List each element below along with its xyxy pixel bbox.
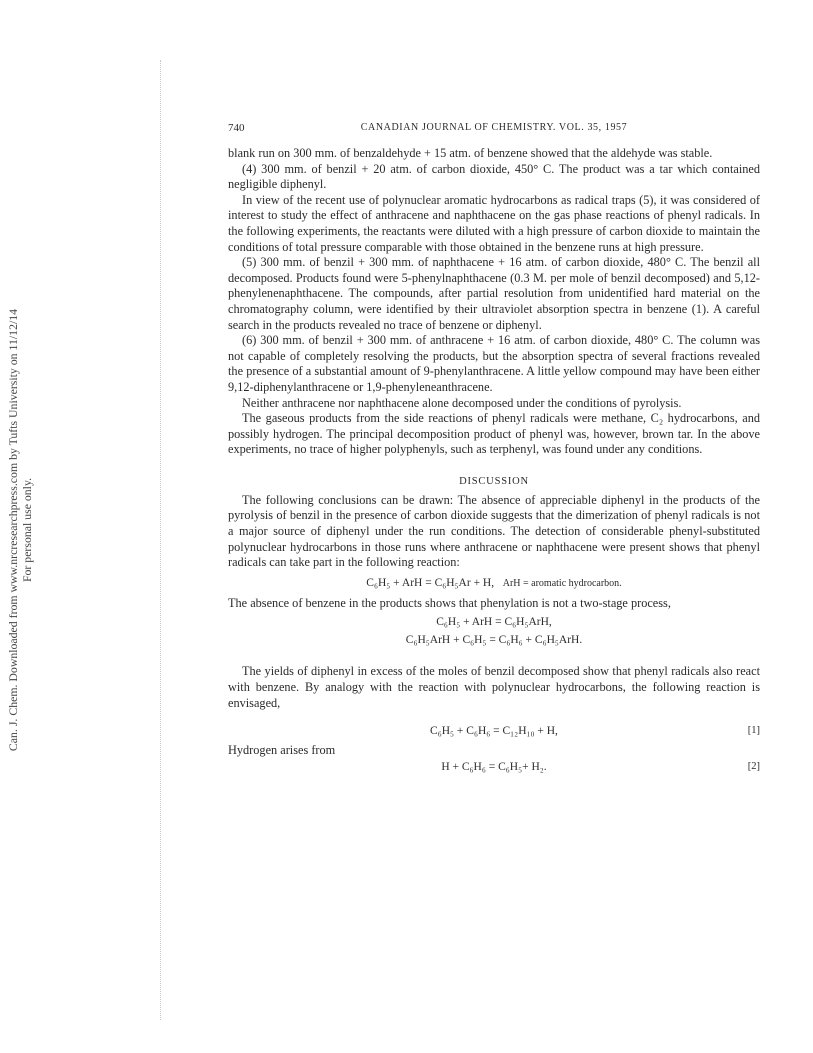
paragraph-experiment-4: (4) 300 mm. of benzil + 20 atm. of carbon dioxide, 450° C. The product was a tar which contained negligible diphenyl. [228, 161, 760, 192]
equation-2-text: H + C₆H₆ = C₆H₅+ H₂. [441, 761, 547, 774]
hydrogen-arises-label: Hydrogen arises from [228, 743, 336, 758]
watermark-line-1: Can. J. Chem. Downloaded from www.nrcresearchpress.com by Tufts University on 11/12/14 [6, 308, 20, 752]
paragraph-experiment-5: (5) 300 mm. of benzil + 300 mm. of naphthacene + 16 atm. of carbon dioxide, 480° C. The benzil all decomposed. Products found were 5-phenylnaphthacene (0.3 M. per mole of benzil decomposed) and 5,12-phenylenenaphthacene. The compounds, after partial resolution from unidentified hard material on the chromatography column, were identified by their ultraviolet absorption spectra in benzene (1). A careful search in the products revealed no trace of benzene or diphenyl. [228, 255, 760, 332]
paragraph-gaseous-products: The gaseous products from the side reactions of phenyl radicals were methane, C₂ hydrocarbons, and possibly hydrogen. The principal decomposition product of phenyl was, however, brown tar. In the above experiments, no trace of higher polyphenyls, such as terphenyl, was found under any conditions. [228, 411, 760, 457]
equation-2 [228, 741, 760, 759]
equation-phenylation [228, 576, 760, 591]
equation-step-1: C₆H₅ + ArH = C₆H₅ArH, [436, 616, 552, 629]
running-header [228, 122, 760, 138]
equation-text: C₆H₅ + ArH = C₆H₅Ar + H, [366, 576, 495, 589]
section-heading: DISCUSSION [459, 475, 529, 487]
equation-1-number: [1] [747, 725, 760, 737]
paragraph-two-stage: The absence of benzene in the products shows that phenylation is not a two-stage process, [228, 595, 671, 610]
equation-2-number: [2] [747, 761, 760, 773]
download-watermark [6, 300, 40, 760]
paragraph-experiment-6: (6) 300 mm. of benzil + 300 mm. of anthracene + 16 atm. of carbon dioxide, 480° C. The column was not capable of completely resolving the products, but the absorption spectra of several fractions revealed the presence of a substantial amount of 9-phenylanthracene. A little yellow compound may have been either 9,12-diphenylanthracene or 1,9-phenyleneanthracene. [228, 333, 760, 394]
watermark-line-2: For personal use only. [20, 477, 34, 583]
equation-1 [228, 723, 760, 741]
journal-page [228, 122, 760, 777]
paragraph-no-decomposition: Neither anthracene nor naphthacene alone decomposed under the conditions of pyrolysis. [242, 395, 682, 410]
equation-group-two-stage [228, 615, 760, 648]
paragraph-continuation: blank run on 300 mm. of benzaldehyde + 15 atm. of benzene showed that the aldehyde was stable. [228, 146, 713, 160]
paragraph-diphenyl-yields: The yields of diphenyl in excess of the moles of benzil decomposed show that phenyl radicals also react with benzene. By analogy with the reaction with polynuclear hydrocarbons, the following reaction is envisaged, [228, 664, 760, 710]
equation-note: ArH = aromatic hydrocarbon. [502, 577, 622, 589]
equation-1-text: C₆H₅ + C₆H₆ = C₁₂H₁₀ + H, [430, 725, 558, 738]
paragraph-conclusions: The following conclusions can be drawn: The absence of appreciable diphenyl in the products of the pyrolysis of benzil in the presence of carbon dioxide suggests that the dimerization of phenyl radicals is not a major source of diphenyl under the run conditions. The detection of considerable phenyl-substituted polynuclear hydrocarbons in those runs where anthracene or naphthacene were present shows that phenyl radicals can take part in the following reaction: [228, 492, 760, 570]
running-title: CANADIAN JOURNAL OF CHEMISTRY. VOL. 35, 1957 [360, 122, 628, 133]
paragraph-radical-traps: In view of the recent use of polynuclear aromatic hydrocarbons as radical traps (5), it was considered of interest to study the effect of anthracene and naphthacene on the gas phase reactions of phenyl radicals. In the following experiments, the reactants were diluted with a high pressure of carbon dioxide to maintain the conditions of total pressure comparable with those obtained in the benzene runs at high pressure. [228, 192, 760, 254]
margin-rule [160, 60, 161, 1020]
page-number: 740 [228, 122, 245, 134]
equation-2-row [228, 759, 760, 777]
equation-step-2: C₆H₅ArH + C₆H₅ = C₆H₆ + C₆H₅ArH. [405, 634, 583, 647]
